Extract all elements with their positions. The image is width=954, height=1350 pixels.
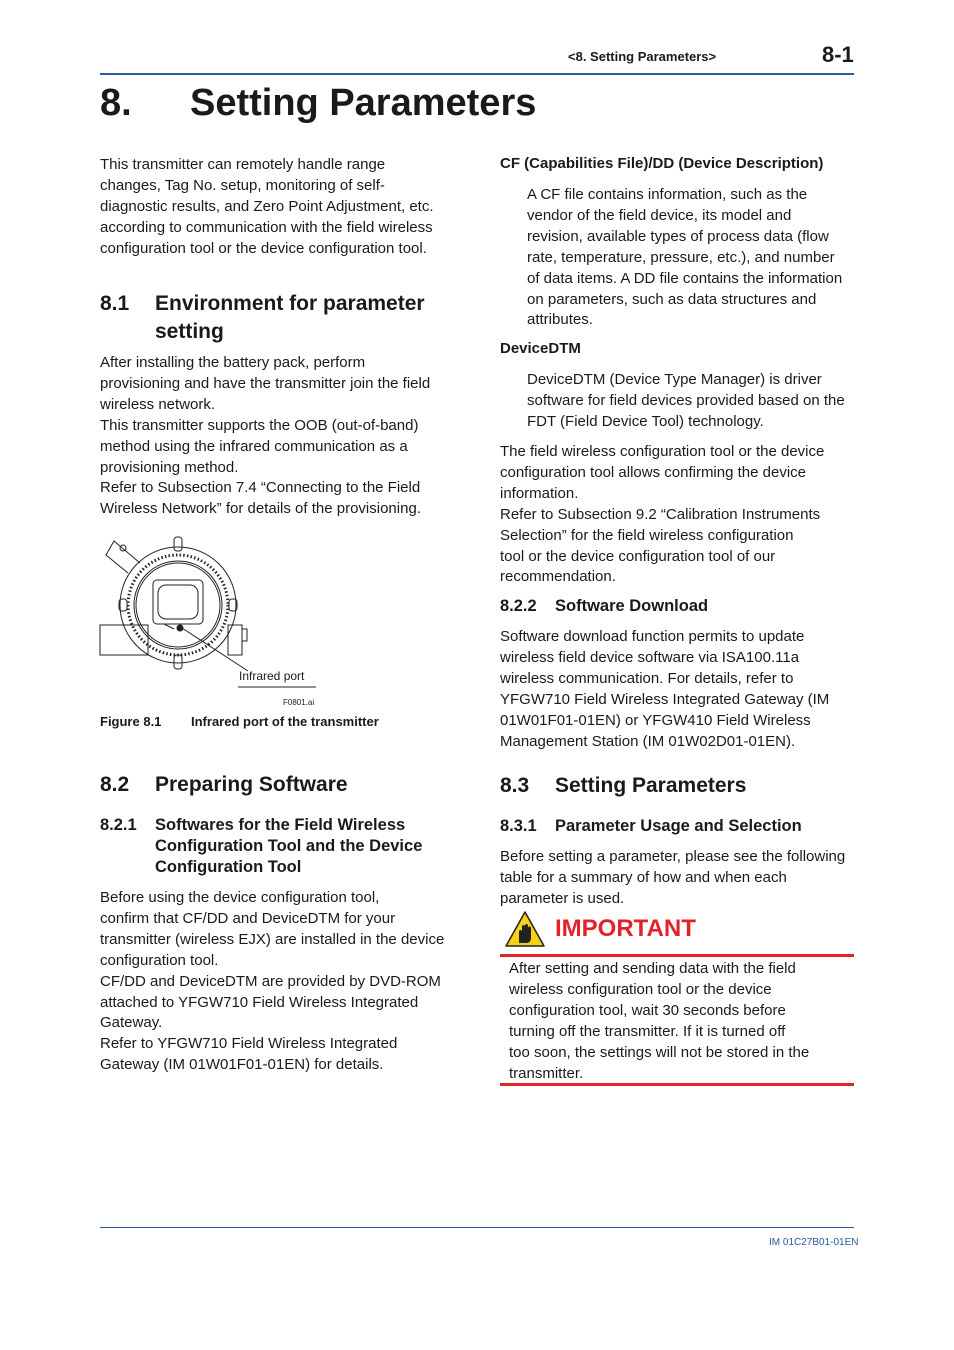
section-title: Setting Parameters <box>555 774 747 797</box>
subsection-8-2-2-heading <box>500 596 856 617</box>
subsection-number: 8.2.1 <box>100 816 137 834</box>
important-body: After setting and sending data with the field wireless configuration tool or the device configuration tool, wait 30 seconds before turning off the transmitter. If it is turned off too soon, the settings will not be stored in the transmitter. <box>509 960 810 1082</box>
subsection-title: Software Download <box>555 597 709 615</box>
subsection-8-2-1-body: Before using the device configuration tool, confirm that CF/DD and DeviceDTM for your transmitter (wireless EJX) are installed in the device configuration tool. CF/DD and DeviceDTM are provided by DVD-ROM attached to YFGW710 Field Wireless Integrated Gateway. Refer to YFGW710 Field Wireless Integrated Gateway (IM 01W01F01-01EN) for details. <box>100 889 445 1074</box>
footer-rule <box>100 1227 854 1228</box>
subsection-title: Parameter Usage and Selection <box>555 817 802 835</box>
section-8-2-heading <box>100 771 460 799</box>
figure-caption <box>100 714 379 729</box>
subsection-8-2-1-heading <box>100 815 460 878</box>
cf-dd-heading: CF (Capabilities File)/DD (Device Description) <box>500 155 824 172</box>
section-8-1-body: After installing the battery pack, perform provisioning and have the transmitter join the field wireless network. This transmitter supports the OOB (out-of-band) method using the infrared communication as a provisioning method. Refer to Subsection 7.4 “Connecting to the Field Wireless Network” for details of the provisioning. <box>100 354 431 518</box>
warning-hand-icon <box>504 910 546 948</box>
section-8-1-heading <box>100 290 460 346</box>
config-tool-paragraph: The field wireless configuration tool or the device configuration tool allows confirming the device information. Refer to Subsection 9.2 “Calibration Instruments Selection” for the field wireless configuration tool or the device configuration tool of our recommendation. <box>500 443 825 586</box>
subsection-number: 8.2.2 <box>500 597 537 615</box>
section-8-3-heading <box>500 772 856 800</box>
section-title: Environment for parameter setting <box>155 292 425 343</box>
subsection-number: 8.3.1 <box>500 817 537 835</box>
figure-number: Figure 8.1 <box>100 714 162 729</box>
transmitter-figure <box>98 533 338 713</box>
section-number: 8.1 <box>100 292 130 315</box>
running-header-chapter: <8. Setting Parameters> <box>568 49 717 64</box>
devicedtm-body: DeviceDTM (Device Type Manager) is driver software for field devices provided based on the FDT (Field Device Tool) technology. <box>527 371 845 430</box>
section-number: 8.3 <box>500 774 530 797</box>
subsection-8-2-2-body: Software download function permits to update wireless field device software via ISA100.11a wireless communication. For details, refer to YFGW710 Field Wireless Integrated Gateway (IM 01W01F01-01EN) or YFGW410 Field Wireless Management Station (IM 01W02D01-01EN). <box>500 628 830 750</box>
intro-paragraph: This transmitter can remotely handle range changes, Tag No. setup, monitoring of self- diagnostic results, and Zero Point Adjustment, etc. according to communication with the field wireless configuration tool or the device configuration tool. <box>100 156 434 257</box>
page-title <box>100 82 536 125</box>
bottom-screw <box>174 655 182 669</box>
page-number: 8-1 <box>822 42 854 67</box>
figure-label-infrared-port: Infrared port <box>239 669 305 683</box>
devicedtm-heading: DeviceDTM <box>500 340 581 357</box>
cf-dd-body: A CF file contains information, such as the vendor of the field device, its model and revision, available types of process data (flow rate, temperature, pressure, etc.), and number of data items. A DD file contains the information on parameters, such as data structures and attributes. <box>527 186 843 329</box>
leader-line <box>182 628 248 671</box>
subsection-title: Softwares for the Field Wireless Configuration Tool and the Device Configuration Tool <box>155 816 423 876</box>
section-title: Preparing Software <box>155 773 348 796</box>
document-id: IM 01C27B01-01EN <box>769 1237 859 1248</box>
figure-caption-text: Infrared port of the transmitter <box>191 714 379 729</box>
housing-bracket-outline <box>106 541 140 573</box>
knurled-ring <box>128 555 228 655</box>
important-title: IMPORTANT <box>555 915 696 942</box>
important-top-rule <box>500 954 854 957</box>
top-screw <box>174 537 182 551</box>
lcd-window <box>158 585 198 619</box>
important-bottom-rule <box>500 1083 854 1086</box>
subsection-8-3-1-body: Before setting a parameter, please see the following table for a summary of how and when each parameter is used. <box>500 848 846 907</box>
housing-outer-ring <box>120 547 236 663</box>
subsection-8-3-1-heading <box>500 816 856 837</box>
chapter-number: 8. <box>100 82 132 124</box>
chapter-title: Setting Parameters <box>190 82 537 124</box>
figure-file-id: F0801.ai <box>283 698 315 707</box>
housing-inner-ring <box>134 561 222 649</box>
header-rule <box>100 73 854 75</box>
section-number: 8.2 <box>100 773 130 796</box>
